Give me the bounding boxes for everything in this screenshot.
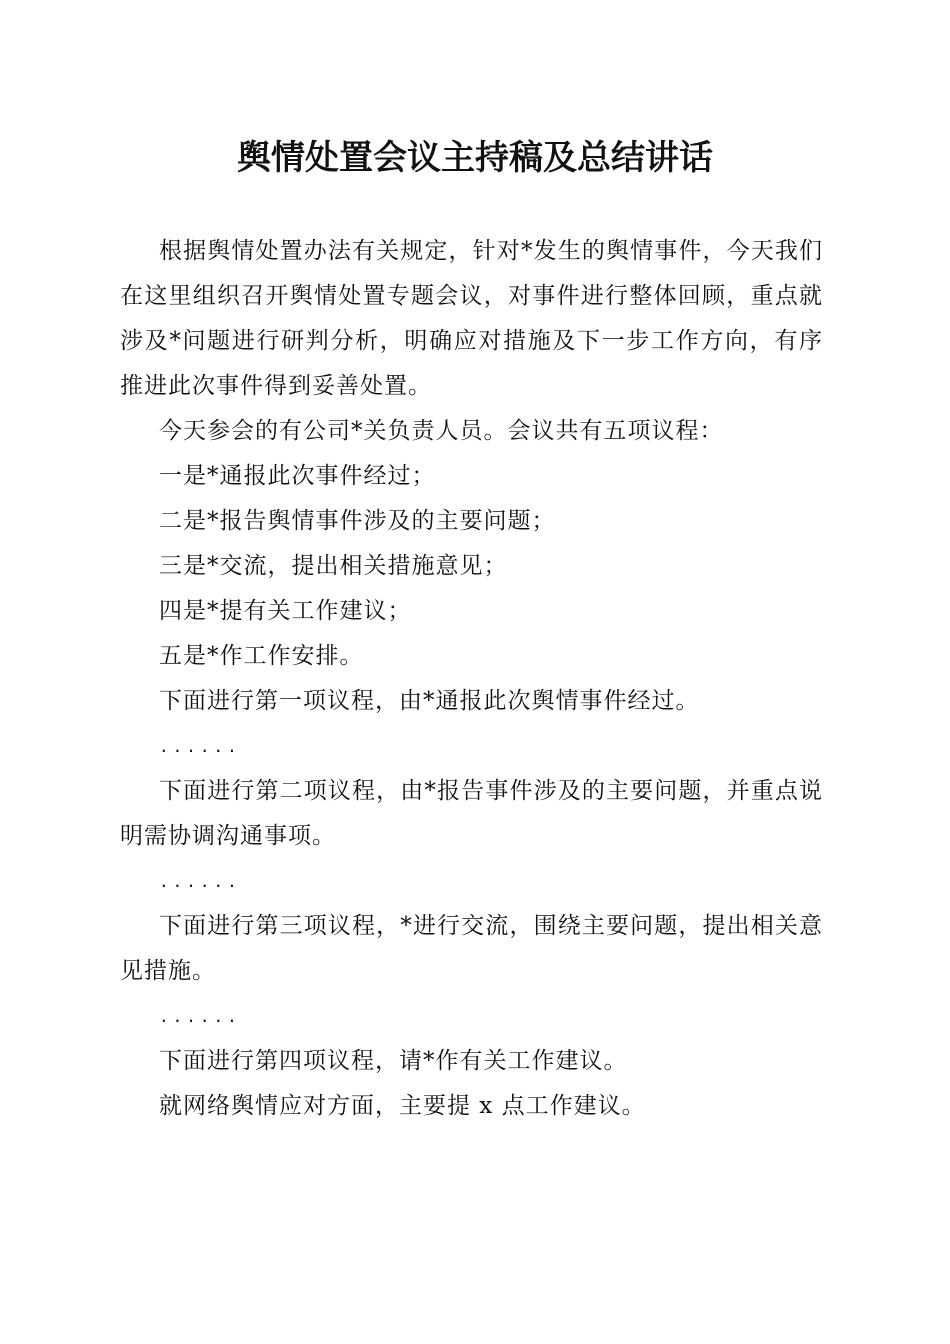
- agenda-item-1: 一是*通报此次事件经过；: [159, 463, 436, 489]
- ellipsis-3: ......: [159, 1007, 241, 1026]
- agenda-item-4: 四是*提有关工作建议；: [159, 598, 412, 624]
- agenda-item-2: 二是*报告舆情事件涉及的主要问题；: [159, 508, 556, 534]
- agenda-step-2-paragraph: 下面进行第二项议程，由*报告事件涉及的主要问题，并重点说明需协调沟通事项。: [120, 778, 823, 849]
- ellipsis-1: ......: [159, 737, 241, 756]
- intro-paragraph: 根据舆情处置办法有关规定，针对*发生的舆情事件，今天我们在这里组织召开舆情处置专题会议，对事件进行整体回顾，重点就涉及*问题进行研判分析，明确应对措施及下一步工作方向，有序推进此次事件得到妥善处置。: [120, 238, 823, 399]
- agenda-step-4-paragraph: 下面进行第四项议程，请*作有关工作建议。: [159, 1048, 628, 1074]
- agenda-item-5: 五是*作工作安排。: [159, 643, 364, 669]
- document-body: [120, 229, 823, 1129]
- agenda-step-1-paragraph: 下面进行第一项议程，由*通报此次舆情事件经过。: [159, 688, 700, 714]
- agenda-item-3: 三是*交流，提出相关措施意见；: [159, 553, 508, 579]
- ellipsis-2: ......: [159, 872, 241, 891]
- suggestion-paragraph: 就网络舆情应对方面，主要提 x 点工作建议。: [159, 1093, 646, 1119]
- attendees-paragraph: 今天参会的有公司*关负责人员。会议共有五项议程：: [159, 418, 724, 444]
- document-title: 舆情处置会议主持稿及总结讲话: [237, 138, 713, 178]
- agenda-step-3-paragraph: 下面进行第三项议程，*进行交流，围绕主要问题，提出相关意见措施。: [120, 913, 823, 984]
